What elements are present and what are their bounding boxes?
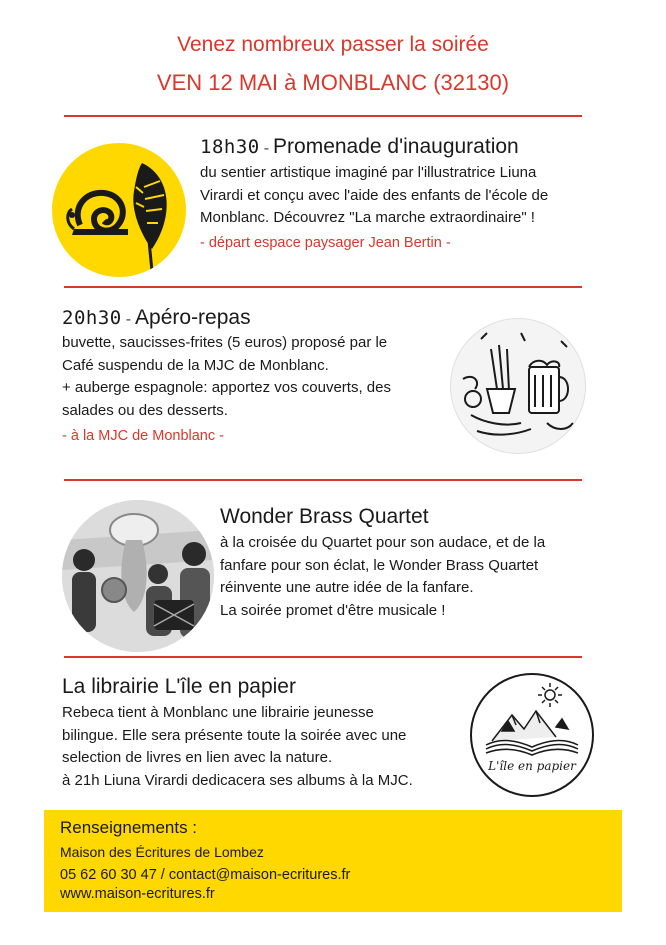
footer-org: Maison des Écritures de Lombez [60, 844, 264, 860]
info-footer [44, 810, 622, 912]
description-line: du sentier artistique imaginé par l'illustratrice Liuna [200, 164, 537, 181]
description-line: + auberge espagnole: apportez vos couverts, des [62, 379, 391, 396]
event-description-1 [200, 162, 548, 230]
header-line-1: Venez nombreux passer la soirée [177, 33, 489, 56]
snail-leaf-illustration-icon [52, 143, 186, 277]
event-location-2: - à la MJC de Monblanc - [62, 428, 224, 444]
event-title-1 [200, 135, 519, 159]
divider [64, 115, 582, 117]
event-separator: - [263, 140, 270, 157]
book-island-logo-icon [470, 673, 594, 797]
description-line: fanfare pour son éclat, le Wonder Brass Quartet [220, 556, 539, 574]
description-line: bilingue. Elle sera présente toute la soirée avec une [62, 726, 407, 744]
description-line: à la croisée du Quartet pour son audace, et de la [220, 534, 546, 551]
description-line: Rebeca tient à Monblanc une librairie jeunesse [62, 704, 374, 721]
divider [64, 656, 582, 658]
event-title-4 [62, 675, 296, 699]
description-line: à 21h Liuna Virardi dedicacera ses albums à la MJC. [62, 771, 413, 789]
description-line: La soirée promet d'être musicale ! [220, 601, 446, 619]
event-description-3 [220, 532, 545, 622]
footer-contact: 05 62 60 30 47 / contact@maison-ecritures.fr [60, 867, 351, 883]
event-name: Wonder Brass Quartet [220, 505, 429, 528]
apero-drawing-illustration-icon [450, 318, 586, 454]
description-line: Monblanc. Découvrez "La marche extraordinaire" ! [200, 209, 535, 226]
event-name: La librairie L'île en papier [62, 675, 296, 698]
description-line: Virardi et conçu avec l'aide des enfants de l'école de [200, 186, 549, 204]
event-location-1: - départ espace paysager Jean Bertin - [200, 235, 451, 251]
description-line: salades ou des desserts. [62, 401, 228, 419]
event-time: 20h30 [62, 307, 122, 329]
event-title-2 [62, 306, 251, 330]
event-separator: - [125, 311, 132, 328]
footer-web: www.maison-ecritures.fr [60, 886, 215, 902]
divider [64, 286, 582, 288]
description-line: Café suspendu de la MJC de Monblanc. [62, 356, 329, 374]
description-line: réinvente une autre idée de la fanfare. [220, 579, 474, 596]
brass-band-photo-icon [62, 500, 214, 652]
footer-heading: Renseignements : [60, 818, 198, 837]
event-name: Apéro-repas [135, 306, 251, 329]
event-description-2 [62, 332, 391, 422]
event-title-3 [220, 505, 429, 529]
event-time: 18h30 [200, 136, 260, 158]
header-line-2: VEN 12 MAI à MONBLANC (32130) [156, 70, 510, 95]
description-line: selection de livres en lien avec la nature. [62, 749, 333, 766]
description-line: buvette, saucisses-frites (5 euros) proposé par le [62, 334, 388, 351]
logo-text: L'île en papier [488, 759, 576, 773]
divider [64, 479, 582, 481]
event-name: Promenade d'inauguration [273, 135, 519, 158]
event-description-4 [62, 702, 413, 792]
